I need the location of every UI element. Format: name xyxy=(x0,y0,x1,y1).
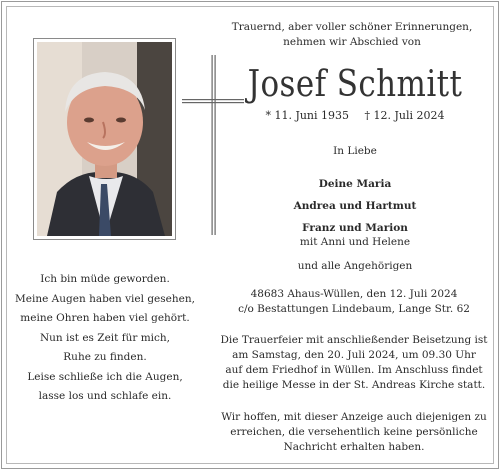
poem-line: meine Ohren haben viel gehört. xyxy=(20,312,190,324)
ceremony-line: die heilige Messe in der St. Andreas Kirche statt. xyxy=(222,379,486,391)
ceremony-line: Die Trauerfeier mit anschließender Beisetzung ist xyxy=(220,334,488,346)
closing-line: Wir hoffen, mit dieser Anzeige auch diejenigen zu xyxy=(221,411,487,423)
place-and-address xyxy=(220,287,488,317)
family-member: und alle Angehörigen xyxy=(297,260,413,272)
ceremony-line: auf dem Friedhof in Wüllen. Im Anschluss findet xyxy=(225,364,483,376)
ceremony-info xyxy=(220,333,488,393)
poem-line: lasse los und schlafe ein. xyxy=(38,390,172,402)
in-liebe-text: In Liebe xyxy=(333,145,377,157)
place-date-line: 48683 Ahaus-Wüllen, den 12. Juli 2024 xyxy=(250,288,458,300)
poem-line: Leise schließe ich die Augen, xyxy=(27,370,183,383)
poem xyxy=(10,270,200,407)
closing-line: erreichen, die versehentlich keine persönliche xyxy=(230,426,478,438)
address-line: c/o Bestattungen Lindebaum, Lange Str. 62 xyxy=(238,303,470,315)
birth-date: * 11. Juni 1935 xyxy=(265,109,350,122)
portrait-image xyxy=(37,42,172,236)
intro-text xyxy=(224,20,480,50)
portrait-photo xyxy=(33,38,176,240)
death-date: † 12. Juli 2024 xyxy=(364,109,445,122)
poem-line: Ruhe zu finden. xyxy=(63,351,147,363)
life-dates xyxy=(226,108,484,124)
poem-line: Meine Augen haben viel gesehen, xyxy=(15,292,195,305)
family-member: mit Anni und Helene xyxy=(299,236,411,248)
family-member: Andrea und Hartmut xyxy=(293,200,417,212)
deceased-name: Josef Schmitt xyxy=(247,64,463,105)
poem-line: Ich bin müde geworden. xyxy=(40,273,170,285)
closing-line: Nachricht erhalten haben. xyxy=(283,441,425,453)
closing-note xyxy=(220,410,488,455)
ceremony-line: am Samstag, den 20. Juli 2024, um 09.30 Uhr xyxy=(232,349,476,361)
poem-line: Nun ist es Zeit für mich, xyxy=(39,331,171,344)
family-member: Deine Maria xyxy=(318,178,392,190)
intro-line: Trauernd, aber voller schöner Erinnerungen, xyxy=(231,21,473,33)
intro-line: nehmen wir Abschied von xyxy=(283,36,421,48)
family-member: Franz und Marion xyxy=(302,222,408,234)
